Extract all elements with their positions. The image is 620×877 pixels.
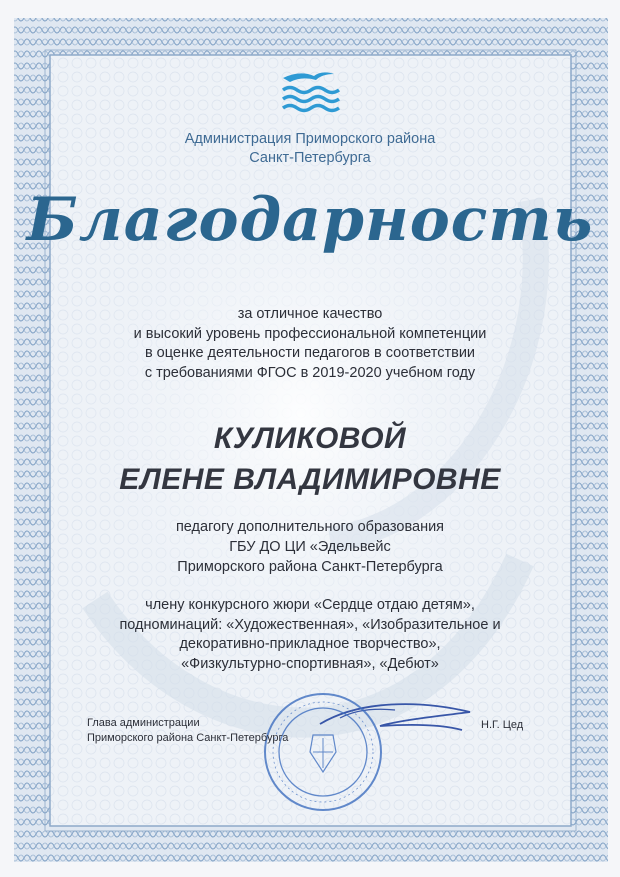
position-line: педагогу дополнительного образования xyxy=(175,519,445,535)
organization-header xyxy=(0,130,620,168)
recipient-given-names: ЕЛЕНЕ ВЛАДИМИРОВНЕ xyxy=(119,463,501,496)
jury-line: члену конкурсного жюри «Сердце отдаю детям», xyxy=(145,597,475,613)
reason-line: с требованиями ФГОС в 2019-2020 учебном году xyxy=(144,364,476,381)
organization-line-1: Администрация Приморского района xyxy=(184,131,436,147)
position-line: ГБУ ДО ЦИ «Эдельвейс xyxy=(229,539,391,555)
certificate-title: Благодарность xyxy=(26,185,594,255)
signatory-title-line-2: Приморского района Санкт-Петербурга xyxy=(87,732,289,744)
reason-text xyxy=(0,305,620,383)
jury-line: декоративно-прикладное творчество», xyxy=(179,636,441,652)
position-line: Приморского района Санкт-Петербурга xyxy=(177,559,443,575)
signatory-name: Н.Г. Цед xyxy=(481,719,524,731)
organization-line-2: Санкт-Петербурга xyxy=(249,150,371,166)
recipient-position xyxy=(0,517,620,577)
reason-line: и высокий уровень профессиональной компетенции xyxy=(133,325,487,342)
recipient-surname: КУЛИКОВОЙ xyxy=(213,422,407,455)
reason-line: в оценке деятельности педагогов в соответствии xyxy=(144,345,476,361)
signatory-title-line-1: Глава администрации xyxy=(87,717,200,729)
jury-text xyxy=(0,596,620,674)
recipient-name xyxy=(0,418,620,500)
jury-line: подноминаций: «Художественная», «Изобразительное и xyxy=(119,616,501,633)
signatory-title xyxy=(87,716,288,746)
jury-line: «Физкультурно-спортивная», «Дебют» xyxy=(181,655,439,672)
reason-line: за отличное качество xyxy=(237,306,383,322)
